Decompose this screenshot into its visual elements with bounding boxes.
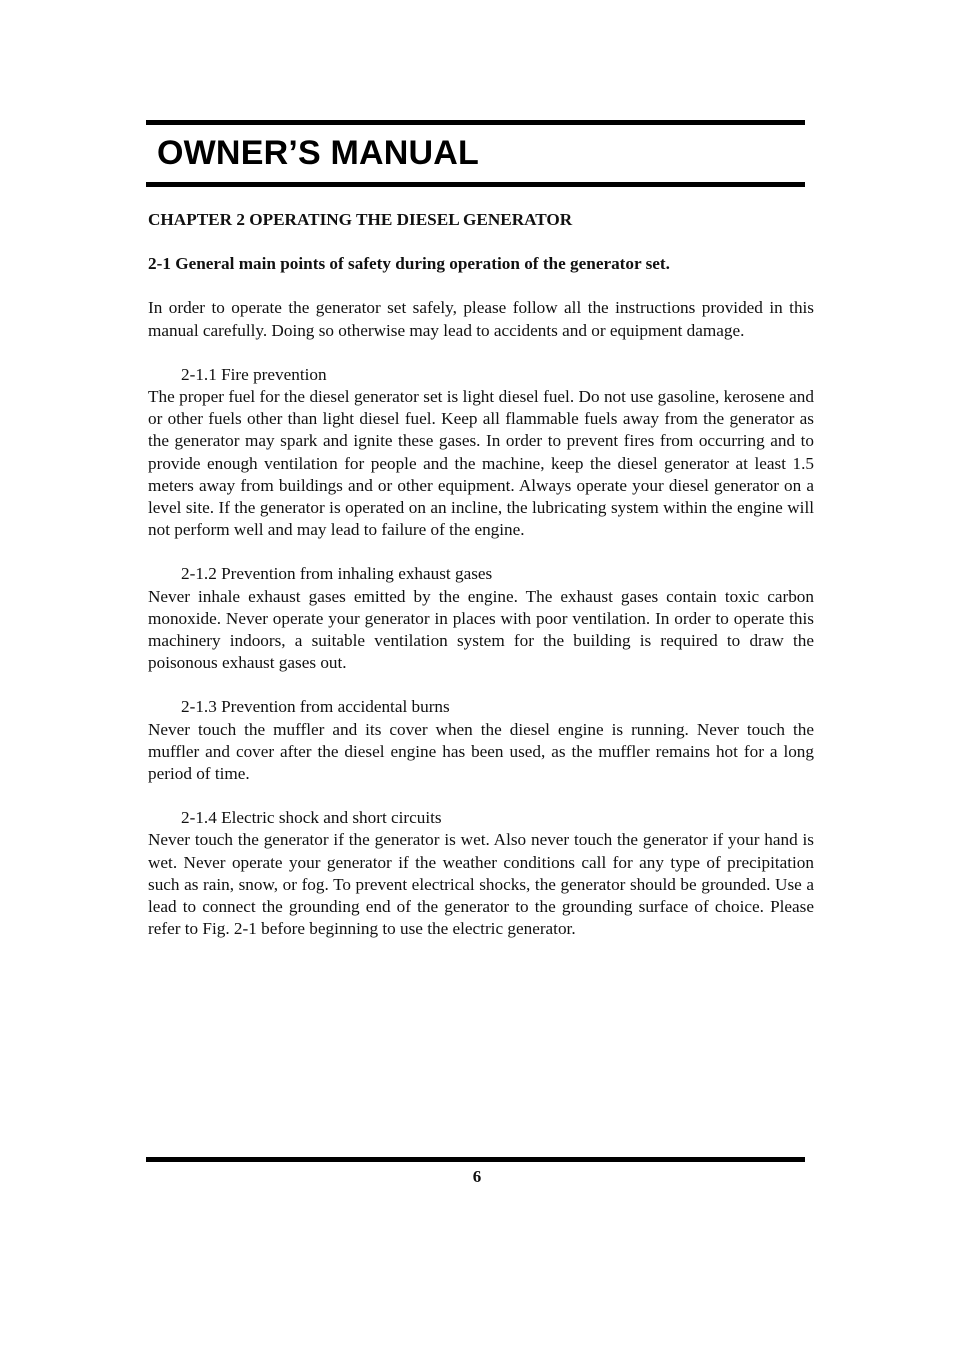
subsection-body: Never inhale exhaust gases emitted by the engine. The exhaust gases contain toxic carbon monoxide. Never operate your generator in places with poor ventilation. In order to operate this machinery indoors, a suitable ventilation system for the building is required to draw the poisonous exhaust gases out.: [148, 586, 814, 673]
subsection-fire-prevention: [148, 364, 814, 542]
footer-rule: [146, 1157, 805, 1162]
header-top-rule: [146, 120, 805, 125]
subsection-electric-shock: [148, 807, 814, 940]
subsection-accidental-burns: [148, 696, 814, 785]
page-content: [148, 209, 814, 940]
subsection-body: Never touch the generator if the generator is wet. Also never touch the generator if your hand is wet. Never operate your generator if the weather conditions call for any type of precipitation such as rain, snow, or fog. To prevent electrical shocks, the generator should be grounded. Use a lead to connect the grounding end of the generator to the grounding surface of choice. Please refer to Fig. 2-1 before beginning to use the electric generator.: [148, 830, 814, 939]
subsection-body: Never touch the muffler and its cover when the diesel engine is running. Never touch the muffler and cover after the diesel engine has been used, as the muffler remains hot for a long period of time.: [148, 719, 814, 784]
subsection-heading: 2-1.1 Fire prevention: [181, 364, 327, 384]
header-bottom-rule: [146, 182, 805, 187]
section-title: 2-1 General main points of safety during operation of the generator set.: [148, 254, 670, 274]
intro-paragraph: In order to operate the generator set safely, please follow all the instructions provided in this manual carefully. Doing so otherwise may lead to accidents and or equipment damage.: [148, 298, 814, 340]
subsection-heading: 2-1.4 Electric shock and short circuits: [181, 808, 442, 828]
chapter-title: CHAPTER 2 OPERATING THE DIESEL GENERATOR: [148, 210, 573, 229]
page-number: 6: [472, 1167, 482, 1186]
subsection-body: The proper fuel for the diesel generator set is light diesel fuel. Do not use gasoline, kerosene and or other fuels other than light diesel fuel. Keep all flammable fuels away from the generator as the generator may spark and ignite these gases. In order to prevent fires from occurring and to provide enough ventilation for people and the machine, keep the diesel generator at least 1.5 meters away from buildings and or other equipment. Always operate your diesel generator on a level site. If the generator is operated on an incline, the lubricating system within the engine will not perform well and may lead to failure of the engine.: [148, 387, 814, 540]
subsection-heading: 2-1.3 Prevention from accidental burns: [181, 697, 450, 717]
subsection-heading: 2-1.2 Prevention from inhaling exhaust gases: [181, 564, 493, 584]
subsection-exhaust-gases: [148, 563, 814, 674]
manual-title: OWNER’S MANUAL: [157, 134, 479, 172]
